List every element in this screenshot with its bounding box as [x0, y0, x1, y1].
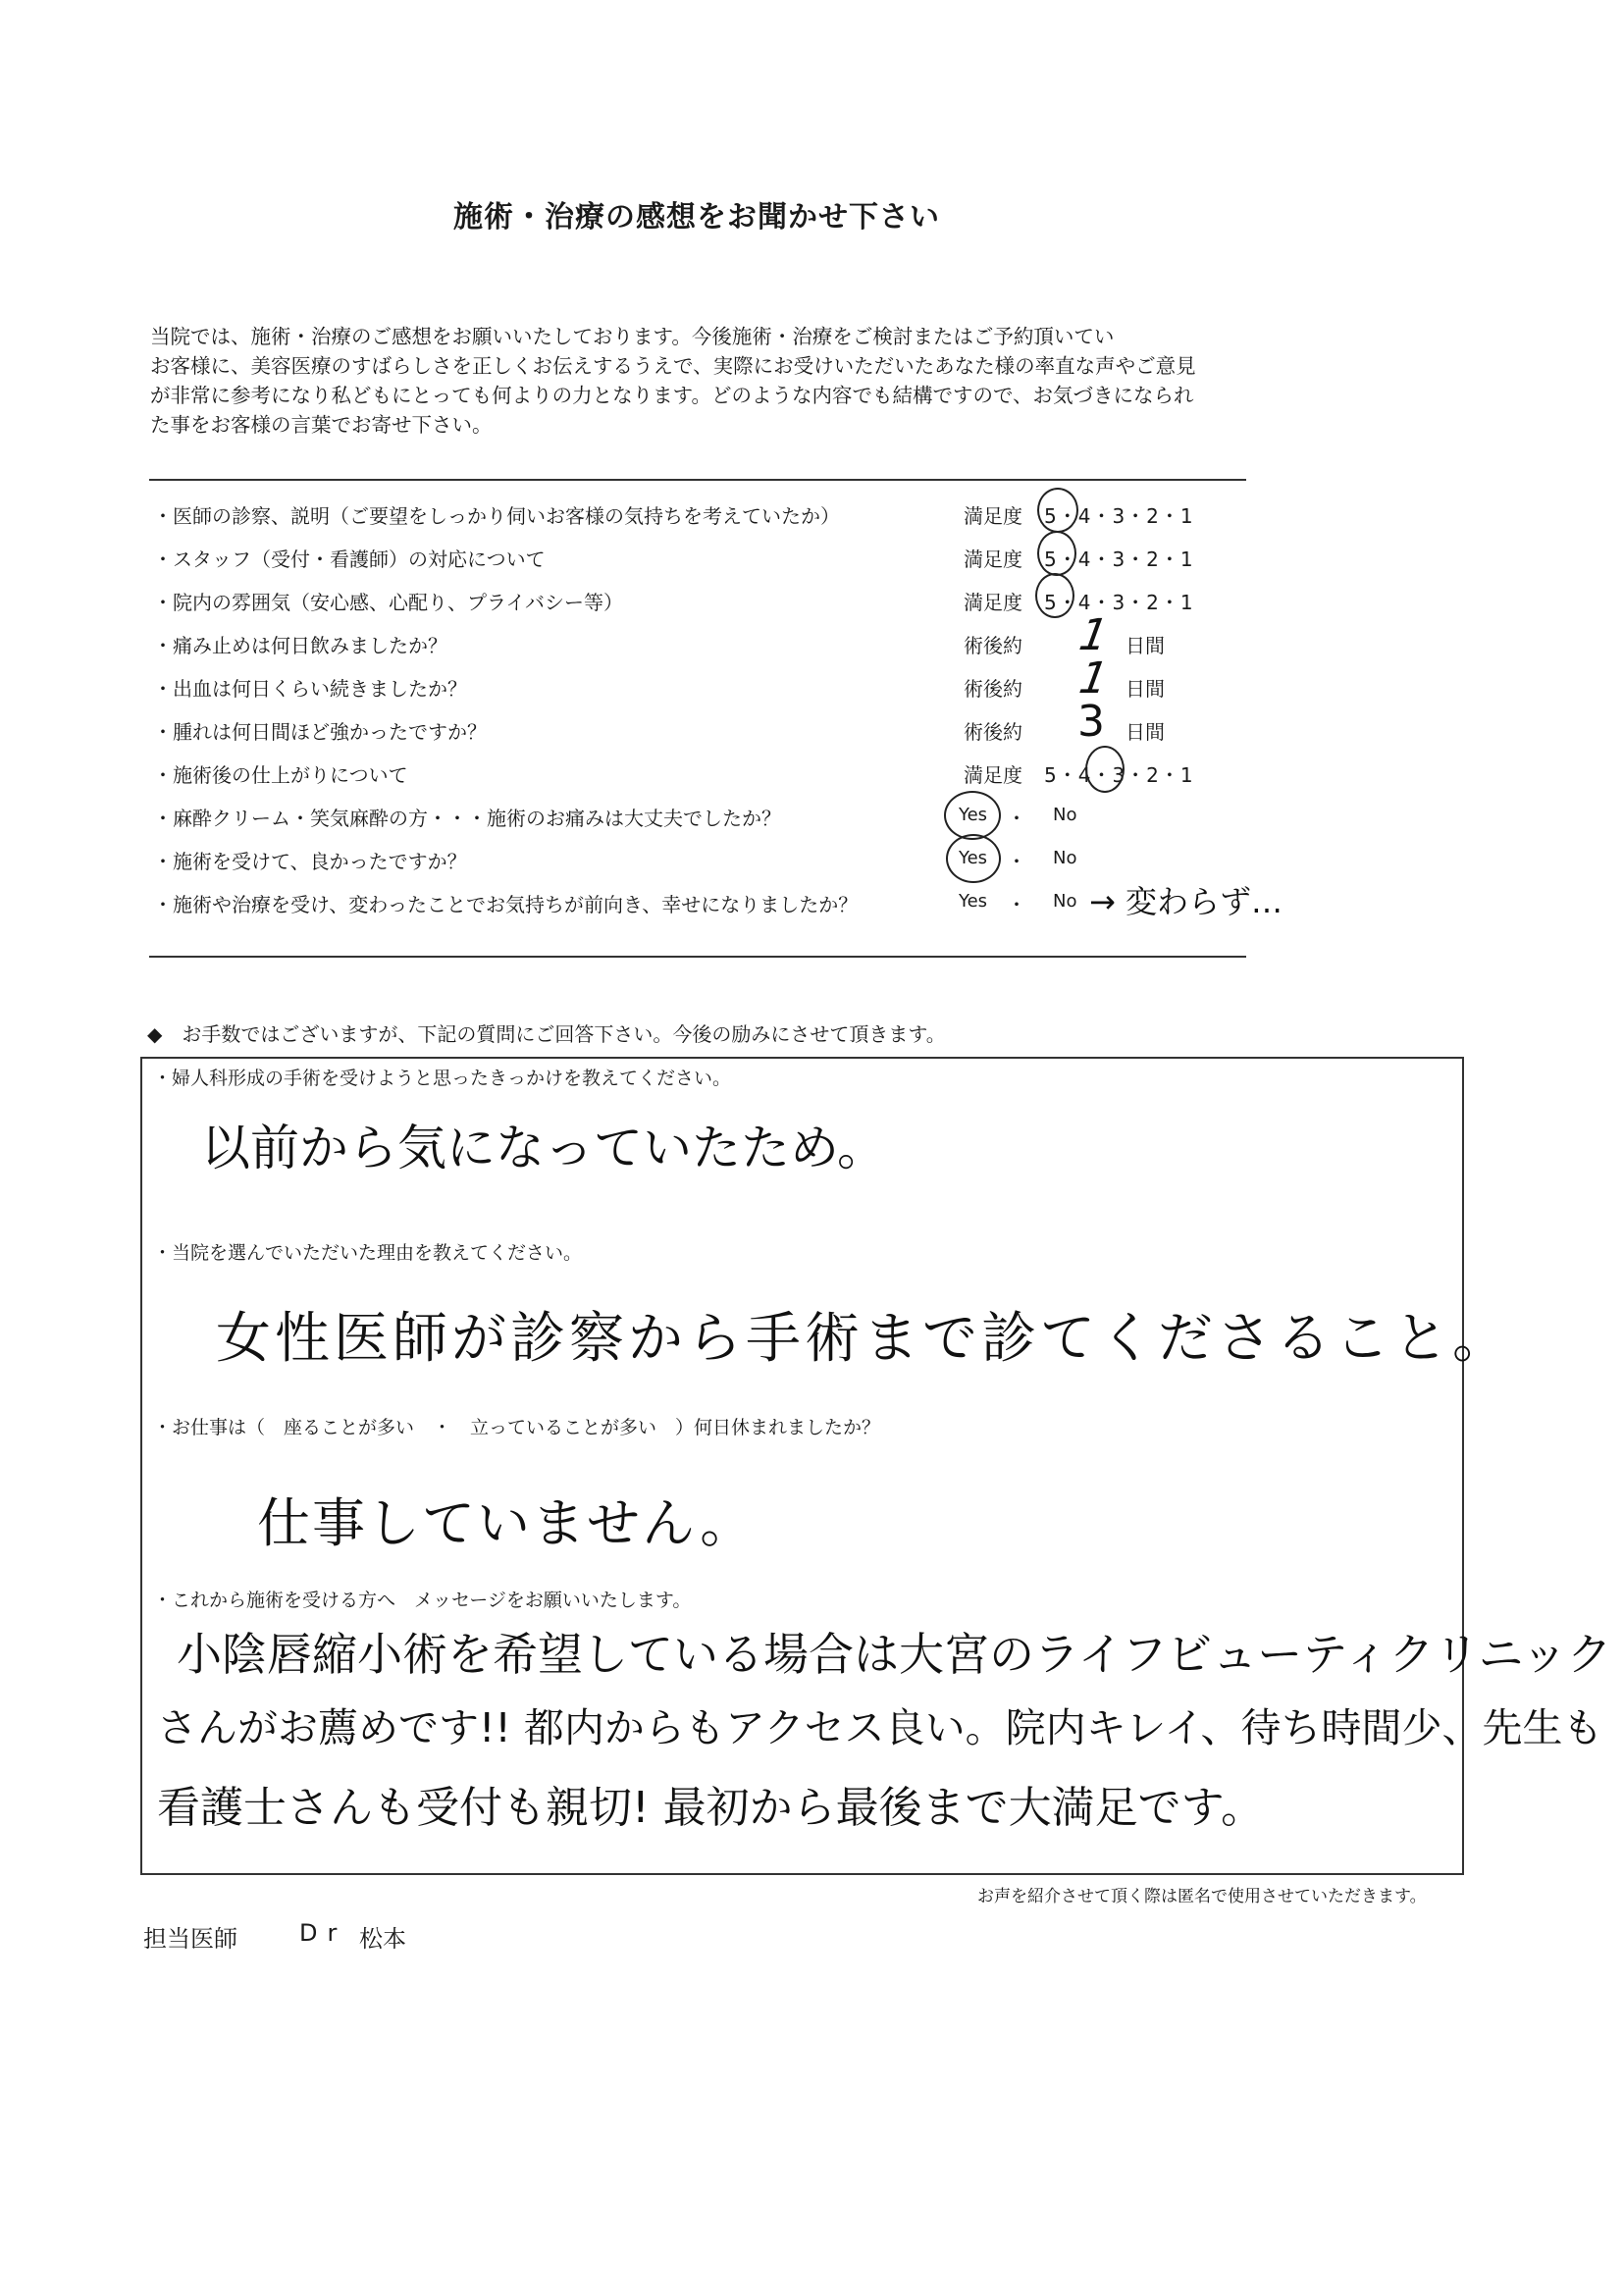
privacy-footnote: お声を紹介させて頂く際は匿名で使用させていただきます。 [977, 1887, 1427, 1906]
intro-line: 当院では、施術・治療のご感想をお願いいたしております。今後施術・治療をご検討またはご予約頂いてい [150, 325, 1115, 348]
doctor-prefix: Dr [299, 1919, 347, 1947]
survey-question: ・医師の診察、説明（ご要望をしっかり伺いお客様の気持ちを考えていたか） [153, 504, 840, 528]
answer-circle [944, 791, 1001, 840]
answer-circle [1035, 573, 1074, 618]
answer-circle [1037, 488, 1078, 533]
doctor-name: 松本 [359, 1925, 406, 1953]
handwritten-answer: 女性医師が診察から手術まで診てくださること。 [216, 1307, 1511, 1371]
separator: ・ [1007, 807, 1026, 830]
page-title: 施術・治療の感想をお聞かせ下さい [453, 200, 940, 235]
survey-question: ・院内の雰囲気（安心感、心配り、プライバシー等） [153, 591, 623, 614]
section-header: ◆ お手数ではございますが、下記の質問にご回答下さい。今後の励みにさせて頂きます。 [147, 1022, 946, 1046]
handwritten-answer: 小陰唇縮小術を希望している場合は大宮のライフビューティクリニック [177, 1628, 1612, 1681]
survey-label: 術後約 [964, 634, 1022, 657]
survey-question: ・施術や治療を受け、変わったことでお気持ちが前向き、幸せになりましたか？ [153, 893, 859, 916]
answer-circle [1085, 746, 1125, 793]
handwritten-answer: 1 [1070, 610, 1117, 660]
yes-option: Yes [959, 805, 988, 825]
survey-label: 満足度 [964, 504, 1022, 528]
separator: ・ [1007, 850, 1026, 873]
survey-question: ・麻酔クリーム・笑気麻酔の方・・・施術のお痛みは大丈夫でしたか？ [153, 807, 781, 830]
intro-line: お客様に、美容医療のすばらしさを正しくお伝えするうえで、実際にお受けいただいたあなた様の率直な声やご意見 [150, 354, 1196, 378]
survey-question: ・施術後の仕上がりについて [153, 763, 408, 787]
survey-question: ・腫れは何日間ほど強かったですか？ [153, 720, 487, 744]
survey-question: ・痛み止めは何日飲みましたか？ [153, 634, 447, 657]
open-question: ・当院を選んでいただいた理由を教えてください。 [153, 1242, 583, 1264]
handwritten-answer: 仕事していません。 [257, 1492, 756, 1554]
survey-question: ・施術を受けて、良かったですか？ [153, 850, 467, 873]
no-option: No [1053, 805, 1077, 825]
rating-scale: 5・4・3・2・1 [1044, 591, 1194, 614]
handwritten-answer: 3 [1077, 697, 1105, 747]
survey-top-rule [149, 479, 1246, 481]
yes-option: Yes [959, 848, 988, 868]
handwritten-answer: 1 [1070, 653, 1117, 704]
rating-scale: 5・4・3・2・1 [1044, 548, 1194, 571]
separator: ・ [1007, 893, 1026, 916]
handwritten-answer: 看護士さんも受付も親切! 最初から最後まで大満足です。 [157, 1783, 1265, 1833]
doctor-label: 担当医師 [143, 1925, 237, 1953]
survey-question: ・スタッフ（受付・看護師）の対応について [153, 548, 546, 571]
survey-unit: 日間 [1126, 634, 1165, 657]
open-question: ・婦人科形成の手術を受けようと思ったきっかけを教えてください。 [153, 1068, 732, 1089]
intro-line: た事をお客様の言葉でお寄せ下さい。 [150, 413, 493, 437]
survey-question: ・出血は何日くらい続きましたか？ [153, 677, 467, 701]
answer-circle [1037, 531, 1076, 576]
survey-bottom-rule [149, 956, 1246, 958]
handwritten-answer: 以前から気になっていたため。 [201, 1120, 886, 1176]
handwritten-note: → 変わらず… [1089, 883, 1283, 920]
open-question: ・お仕事は（ 座ることが多い ・ 立っていることが多い ）何日休まれましたか？ [153, 1417, 881, 1438]
rating-scale: 5・4・3・2・1 [1044, 504, 1194, 528]
intro-text [150, 322, 1249, 440]
yes-option: Yes [959, 891, 988, 912]
survey-label: 満足度 [964, 548, 1022, 571]
rating-scale: 5・4・3・2・1 [1044, 763, 1194, 787]
no-option: No [1053, 848, 1077, 868]
open-question: ・これから施術を受ける方へ メッセージをお願いいたします。 [153, 1590, 692, 1611]
intro-line: が非常に参考になり私どもにとっても何よりの力となります。どのような内容でも結構ですので、お気づきになられ [150, 384, 1194, 407]
survey-label: 満足度 [964, 763, 1022, 787]
survey-label: 満足度 [964, 591, 1022, 614]
survey-unit: 日間 [1126, 720, 1165, 744]
handwritten-answer: さんがお薦めです!! 都内からもアクセス良い。院内キレイ、待ち時間少、先生も [157, 1704, 1603, 1751]
answer-circle [946, 834, 1001, 883]
no-option: No [1053, 891, 1077, 912]
survey-label: 術後約 [964, 720, 1022, 744]
survey-unit: 日間 [1126, 677, 1165, 701]
survey-label: 術後約 [964, 677, 1022, 701]
